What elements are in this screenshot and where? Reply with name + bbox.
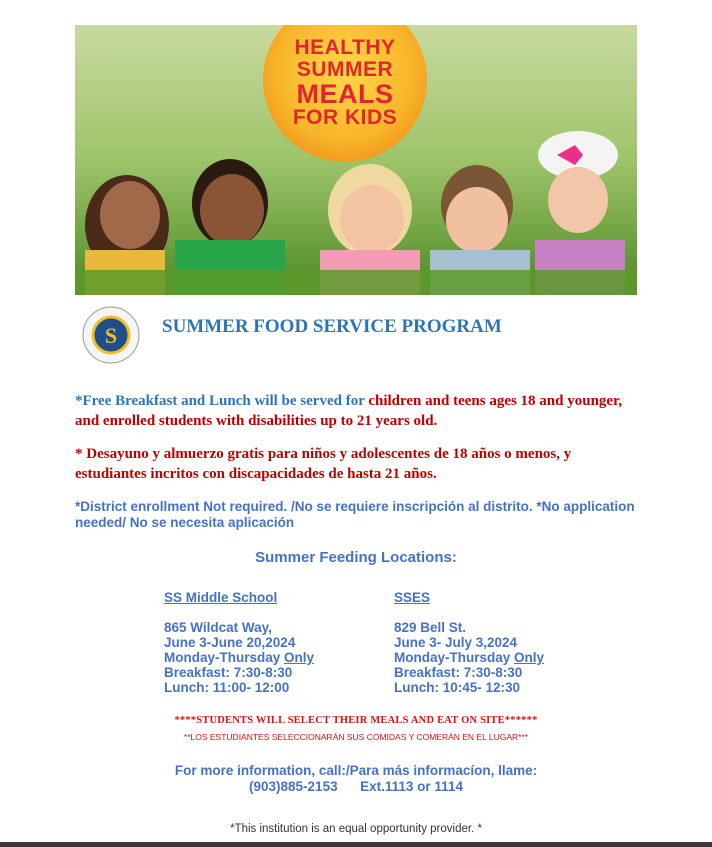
english-eligibility bbox=[75, 391, 635, 431]
page-title: SUMMER FOOD SERVICE PROGRAM bbox=[162, 316, 502, 337]
days-prefix: Monday-Thursday bbox=[164, 650, 285, 665]
phone-number[interactable]: (903)885-2153 bbox=[249, 779, 338, 794]
location-dates: June 3- July 3,2024 bbox=[394, 635, 518, 650]
english-part1: *Free Breakfast and Lunch will be served for bbox=[75, 393, 369, 409]
location-lunch: Lunch: 10:45- 12:30 bbox=[394, 680, 521, 695]
location-days bbox=[164, 650, 314, 665]
phone-extension: Ext.1113 or 1114 bbox=[360, 779, 463, 794]
contact-phone-line bbox=[0, 779, 712, 795]
spanish-part2: niños y adolescentes de 18 años o menos, y estudiantes incritos con discapacidades de hasta 21 años. bbox=[75, 446, 572, 482]
location-address: 865 Wildcat Way, bbox=[164, 620, 272, 635]
logo-line-for-kids: FOR KIDS bbox=[292, 106, 398, 129]
location-breakfast: Breakfast: 7:30-8:30 bbox=[394, 665, 523, 680]
location-name[interactable]: SSES bbox=[394, 590, 431, 605]
location-days bbox=[394, 650, 544, 665]
seal-letter: S bbox=[104, 323, 118, 348]
days-only: Only bbox=[514, 650, 545, 665]
logo-line-healthy: HEALTHY bbox=[294, 36, 396, 59]
spanish-part1: * Desayuno y almuerzo gratis para bbox=[75, 446, 302, 462]
location-sses bbox=[394, 590, 544, 695]
location-dates: June 3-June 20,2024 bbox=[164, 635, 296, 650]
warning-english: ****STUDENTS WILL SELECT THEIR MEALS AND EAT ON SITE****** bbox=[174, 715, 538, 726]
english-part2: children and teens ages 18 and younger, and enrolled students with disabilities up to 21 years old. bbox=[75, 393, 623, 429]
enrollment-note: *District enrollment Not required. /No se requiere inscripción al distrito. *No application needed/ No se necesita aplicación bbox=[75, 499, 635, 530]
equal-opportunity-footer: *This institution is an equal opportunity provider. * bbox=[230, 823, 482, 835]
district-seal-icon bbox=[82, 306, 140, 364]
location-breakfast: Breakfast: 7:30-8:30 bbox=[164, 665, 293, 680]
logo-line-summer: SUMMER bbox=[296, 58, 394, 81]
spanish-eligibility bbox=[75, 444, 635, 484]
healthy-summer-meals-logo bbox=[280, 37, 410, 129]
location-ss-middle-school bbox=[164, 590, 314, 695]
days-prefix: Monday-Thursday bbox=[394, 650, 515, 665]
locations-heading: Summer Feeding Locations: bbox=[255, 549, 457, 566]
banner-image bbox=[75, 25, 637, 295]
contact-line: For more information, call:/Para más informacíon, llame: bbox=[174, 763, 538, 778]
bottom-bar bbox=[0, 842, 712, 847]
warning-spanish: **LOS ESTUDIANTES SELECCIONARÁN SUS COMIDAS Y COMERÁN EN EL LUGAR*** bbox=[183, 732, 529, 742]
location-lunch: Lunch: 11:00- 12:00 bbox=[164, 680, 290, 695]
location-address: 829 Bell St. bbox=[394, 620, 467, 635]
days-only: Only bbox=[284, 650, 315, 665]
logo-line-meals: MEALS bbox=[296, 79, 394, 109]
contact-info bbox=[0, 763, 712, 795]
location-name[interactable]: SS Middle School bbox=[164, 590, 278, 605]
